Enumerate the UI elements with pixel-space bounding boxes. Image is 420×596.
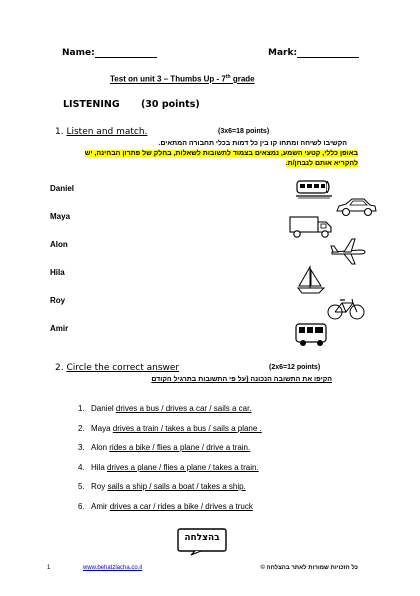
car-icon [334,196,378,218]
list-item: 1. Daniel drives a bus / drives a car / sails a car. [78,404,252,413]
bicycle-icon [326,296,366,322]
q2-heading: 2. Circle the correct answer [55,363,180,373]
name-alon: Alon [50,240,68,249]
answer-options[interactable]: drives a plane / flies a plane / takes a train. [107,462,259,472]
name-maya: Maya [50,212,71,221]
name-label: Name: [62,48,157,58]
truck-icon [288,214,334,240]
sailboat-icon [296,264,326,296]
list-item: 4. Hila drives a plane / flies a plane / takes a train. [78,462,259,472]
q1-note-line2: להקריא אותם לנבחן/ת. [285,160,358,167]
list-item: 6. Amir drives a car / rides a bike / drives a truck [78,501,253,511]
mark-blank[interactable] [297,57,359,58]
name-hila: Hila [50,268,65,277]
answer-options[interactable]: drives a bus / drives a car / sails a car. [115,404,252,413]
bus-icon [294,322,328,348]
q1-heading: 1. Listen and match. [55,127,148,137]
list-item: 3. Alon rides a bike / flies a plane / drive a train. [78,443,251,452]
answer-options[interactable]: drives a train / takes a bus / sails a plane . [112,423,262,433]
listening-heading: LISTENING (30 points) [63,99,200,110]
answer-list [78,404,262,521]
answer-options[interactable]: sails a ship / sails a boat / takes a ship. [107,482,246,491]
name-daniel: Daniel [50,184,75,193]
q1-note-line1: באופן כללי, קטעי השמע, נמצאים בצמוד לתשובות לשאלות, בחלק של פתרון הבחינה, יש [84,150,358,157]
answer-options[interactable]: drives a car / rides a bike / drives a truck [109,501,253,511]
test-title: Test on unit 3 – Thumbs Up - 7th grade [110,74,255,84]
q1-instruction: הקשיבו לשיחה ומתחו קו בין כל דמות בכלי תחבורה המתאים. [158,140,347,147]
q1-points: (3x6=18 points) [218,128,270,135]
name-blank[interactable] [95,57,157,58]
page-number: 1 [47,565,51,571]
name-amir: Amir [50,324,69,333]
q2-points: (2x6=12 points) [269,364,321,371]
plane-icon [330,236,366,266]
train-icon [296,176,332,200]
mark-label: Mark: [268,48,359,58]
list-item: 2. Maya drives a train / takes a bus / sails a plane . [78,423,262,433]
behatzlacha-logo: בהצלחה [177,528,227,556]
copyright-text: כל הזכויות שמורות לאתר בהצלחה © [260,565,358,571]
site-link[interactable]: www.behatzlacha.co.il [83,565,143,571]
answer-options[interactable]: rides a bike / flies a plane / drive a train. [109,443,251,452]
list-item: 5. Roy sails a ship / sails a boat / takes a ship. [78,482,246,491]
name-roy: Roy [50,296,66,305]
q2-instruction: הקיפו את התשובה הנכונה (על פי התשובות בתרגיל הקודם [151,376,332,383]
